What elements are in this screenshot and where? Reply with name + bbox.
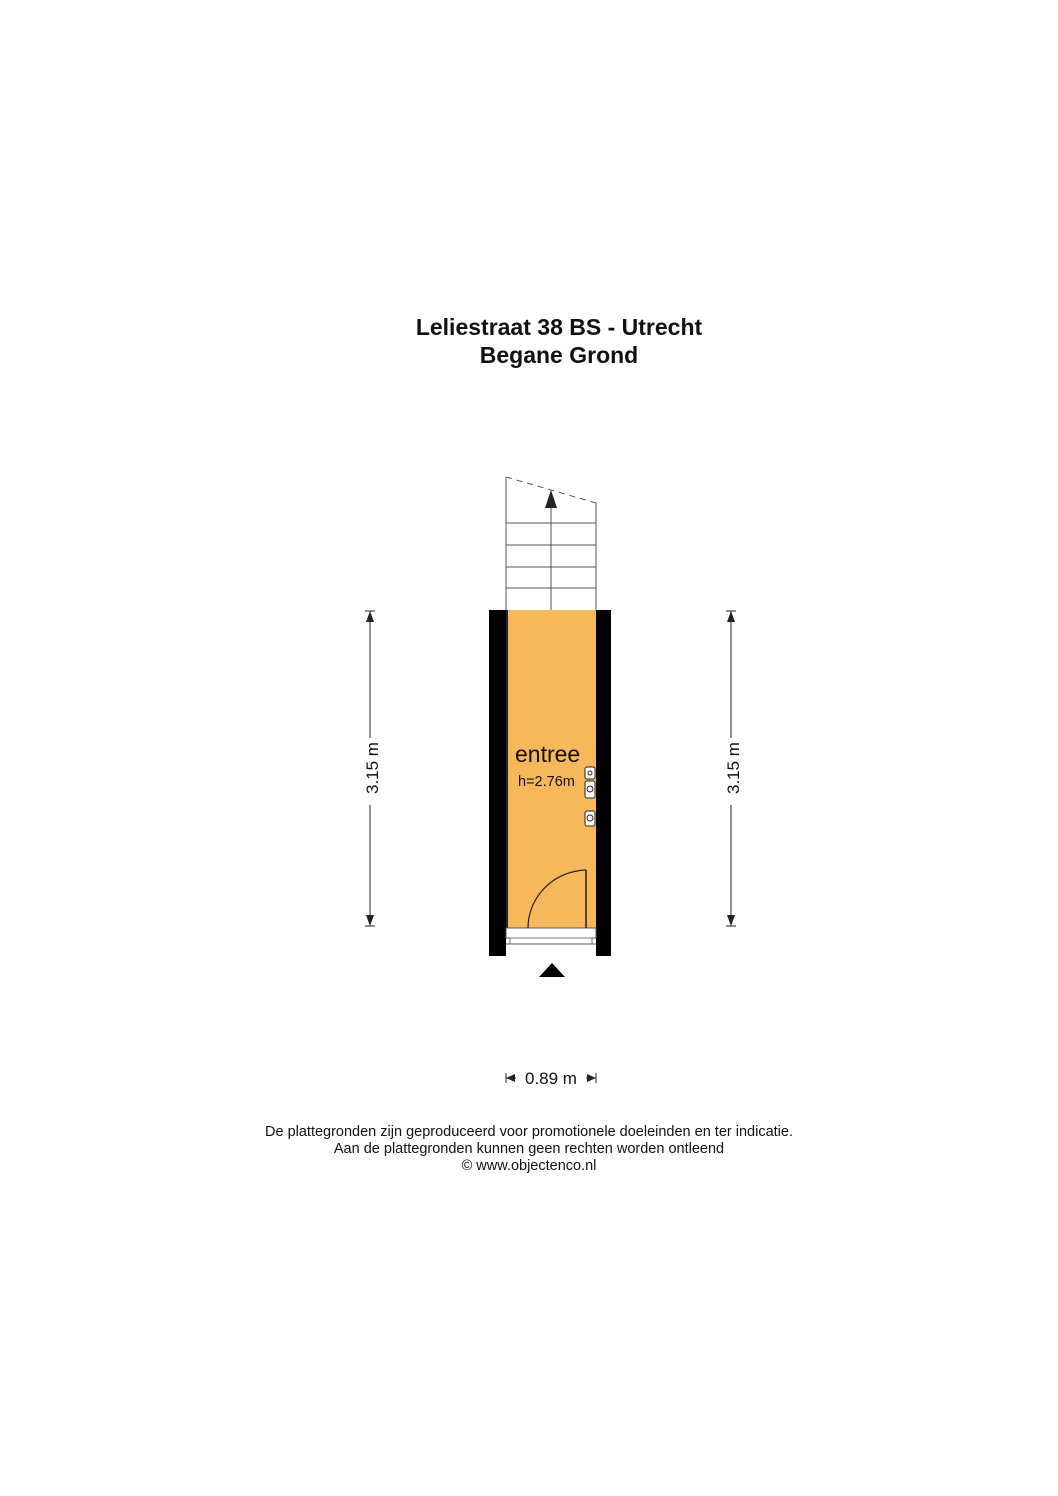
door-threshold [506,928,596,938]
wall-inner-left-edge [506,610,508,928]
room-entree-area [506,610,596,928]
door-sill [510,938,592,944]
arrow-up-icon [545,490,557,508]
right-length-label: 3.15 m [724,742,743,794]
wall-left [489,610,506,956]
property-address-title: Leliestraat 38 BS - Utrecht [415,314,703,340]
width-label: 0.89 m [525,1069,577,1088]
disclaimer-line: De plattegronden zijn geproduceerd voor promotionele doeleinden en ter indicatie. [265,1124,793,1140]
triangle-up-icon [539,963,565,977]
room-height-label: h=2.76m [518,774,575,790]
outlet-icon [585,767,595,826]
room-name-label: entree [515,741,581,767]
floor-name-title: Begane Grond [479,342,639,368]
left-length-label: 3.15 m [363,742,382,794]
copyright-line: © www.objectenco.nl [461,1158,597,1174]
disclaimer-line: Aan de plattegronden kunnen geen rechten worden ontleend [333,1141,725,1157]
wall-right [596,610,611,956]
